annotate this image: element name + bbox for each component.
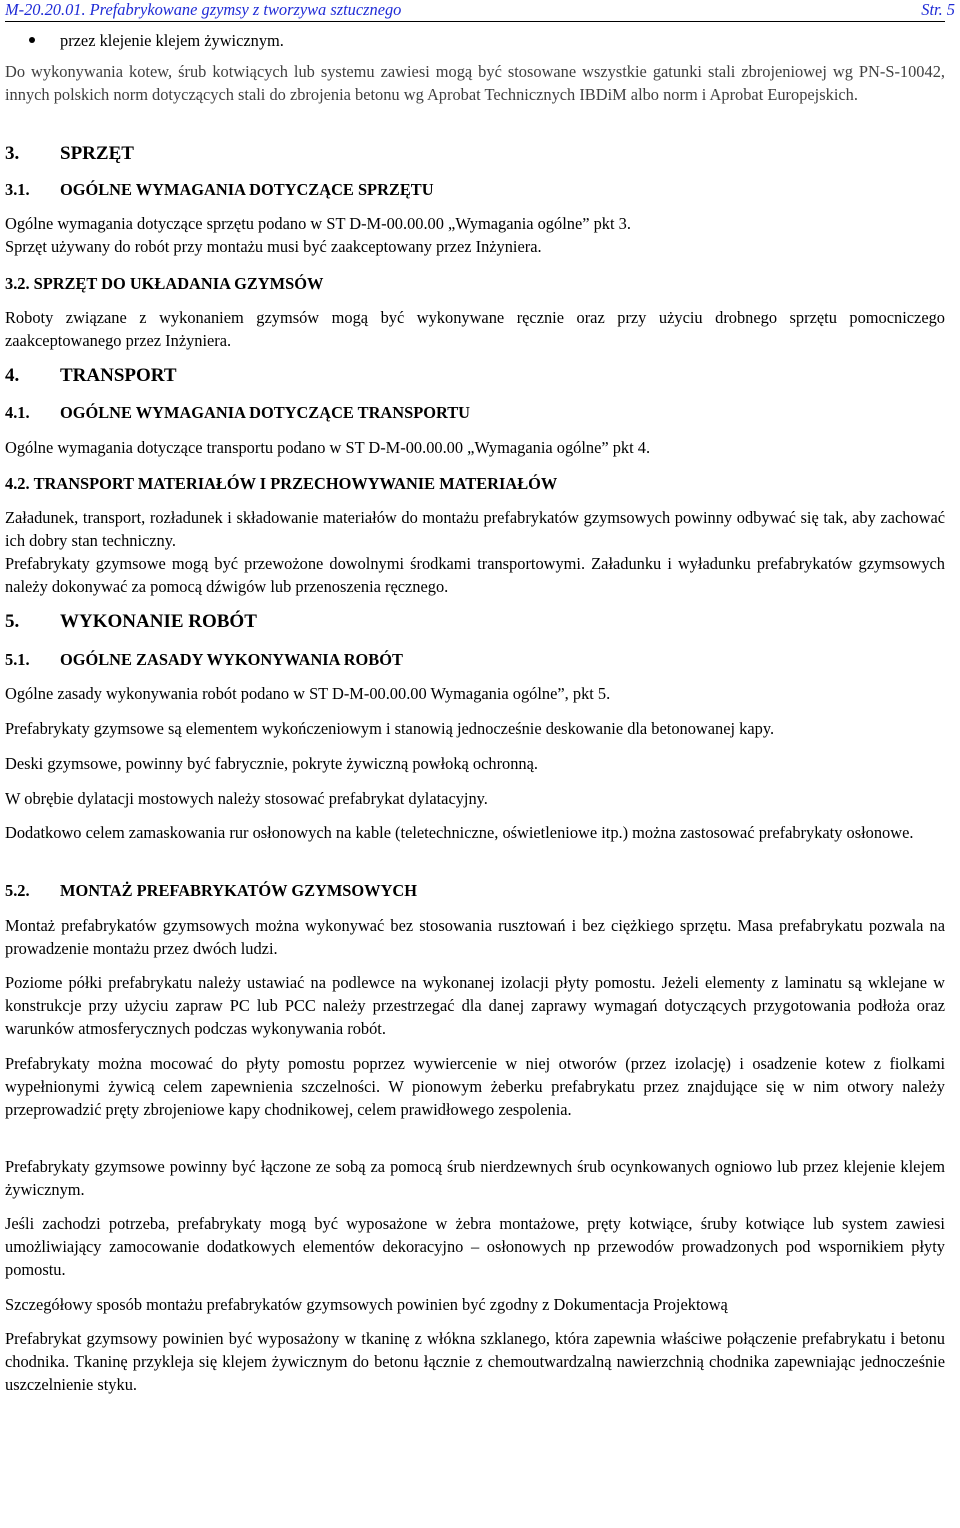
section-5-2-paragraph-5: Jeśli zachodzi potrzeba, prefabrykaty mogą być wyposażone w żebra montażowe, pręty kotwiące, śruby kotwiące lub system zawiesi umożliwiający zamocowanie dodatkowych elementów dekoracyjno – osłonowych np przewodów prowadzonych pod wspornikiem płyty pomostu. <box>5 1214 945 1279</box>
bullet-item: przez klejenie klejem żywicznym. <box>60 31 284 50</box>
section-5-2-paragraph-6: Szczegółowy sposób montażu prefabrykatów gzymsowych powinien być zgodny z Dokumentacja Projektową <box>5 1295 728 1314</box>
section-5-2-paragraph-2: Poziome półki prefabrykatu należy ustawiać na podlewce na wykonanej izolacji płyty pomostu. Jeżeli elementy z laminatu są wklejane w konstrukcje przy użyciu zapraw PC lub PCC należy przestrzegać dla danej zaprawy wymagań dotyczących przygotowania podłoża oraz warunków atmosferycznych podczas wykonywania robót. <box>5 973 945 1038</box>
section-3-1-paragraph-2: Sprzęt używany do robót przy montażu musi być zaakceptowany przez Inżyniera. <box>5 237 542 256</box>
page-number: Str. 5 <box>921 0 955 19</box>
bullet-dot <box>29 37 35 43</box>
section-3-heading: 3. SPRZĘT <box>5 143 134 164</box>
section-5-2-heading: 5.2. MONTAŻ PREFABRYKATÓW GZYMSOWYCH <box>5 881 417 900</box>
section-5-1-paragraph-5: Dodatkowo celem zamaskowania rur osłonowych na kable (teletechniczne, oświetleniowe itp.) można zastosować prefabrykaty osłonowe. <box>5 823 914 842</box>
header-title: M-20.20.01. Prefabrykowane gzymsy z tworzywa sztucznego <box>5 0 402 19</box>
section-5-1-paragraph-3: Deski gzymsowe, powinny być fabrycznie, pokryte żywiczną powłoką ochronną. <box>5 754 538 773</box>
section-4-1-paragraph-1: Ogólne wymagania dotyczące transportu podano w ST D-M-00.00.00 „Wymagania ogólne” pkt 4. <box>5 438 651 457</box>
section-4-2-paragraph-2: Prefabrykaty gzymsowe mogą być przewożone dowolnymi środkami transportowymi. Załadunku i wyładunku prefabrykatów gzymsowych należy dokonywać za pomocą dźwigów lub przenoszenia ręcznego. <box>5 554 945 596</box>
section-5-heading: 5. WYKONANIE ROBÓT <box>5 611 257 632</box>
section-5-2-paragraph-4: Prefabrykaty gzymsowe powinny być łączone ze sobą za pomocą śrub nierdzewnych śrub ocynkowanych ogniowo lub przez klejenie klejem żywicznym. <box>5 1157 945 1199</box>
section-4-heading: 4. TRANSPORT <box>5 365 177 386</box>
section-3-1-paragraph-1: Ogólne wymagania dotyczące sprzętu podano w ST D-M-00.00.00 „Wymagania ogólne” pkt 3. <box>5 214 631 233</box>
section-4-2-heading: 4.2. TRANSPORT MATERIAŁÓW I PRZECHOWYWANIE MATERIAŁÓW <box>5 474 558 493</box>
intro-paragraph: Do wykonywania kotew, śrub kotwiących lub systemu zawiesi mogą być stosowane wszystkie gatunki stali zbrojeniowej wg PN-S-10042, innych polskich norm dotyczących stali do zbrojenia betonu wg Aprobat Technicznych IBDiM albo norm i Aprobat Europejskich. <box>5 62 945 104</box>
section-5-2-paragraph-3: Prefabrykaty można mocować do płyty pomostu poprzez wywiercenie w niej otworów (przez izolację) i osadzenie kotew z fiolkami wypełnionymi żywicą celem zapewnienia szczelności. W pionowym żeberku prefabrykatu przez znajdujące się w nim otwory należy przeprowadzić pręty zbrojeniowe kapy chodnikowej, celem prawidłowego zespolenia. <box>5 1054 945 1119</box>
section-5-2-paragraph-1: Montaż prefabrykatów gzymsowych można wykonywać bez stosowania rusztowań i bez ciężkiego sprzętu. Masa prefabrykatu pozwala na prowadzenie montażu przez dwóch ludzi. <box>5 916 945 958</box>
section-5-1-paragraph-1: Ogólne zasady wykonywania robót podano w ST D-M-00.00.00 Wymagania ogólne”, pkt 5. <box>5 684 611 703</box>
section-4-2-paragraph-1: Załadunek, transport, rozładunek i składowanie materiałów do montażu prefabrykatów gzymsowych powinny odbywać się tak, aby zachować ich dobry stan techniczny. <box>5 508 945 550</box>
section-5-1-paragraph-4: W obrębie dylatacji mostowych należy stosować prefabrykat dylatacyjny. <box>5 789 488 808</box>
section-5-1-paragraph-2: Prefabrykaty gzymsowe są elementem wykończeniowym i stanowią jednocześnie deskowanie dla betonowanej kapy. <box>5 719 775 738</box>
section-4-1-heading: 4.1. OGÓLNE WYMAGANIA DOTYCZĄCE TRANSPORTU <box>5 403 470 422</box>
section-3-2-heading: 3.2. SPRZĘT DO UKŁADANIA GZYMSÓW <box>5 274 324 293</box>
section-5-1-heading: 5.1. OGÓLNE ZASADY WYKONYWANIA ROBÓT <box>5 650 403 669</box>
page-header <box>5 0 955 22</box>
section-5-2-paragraph-7: Prefabrykat gzymsowy powinien być wyposażony w tkaninę z włókna szklanego, która zapewnia właściwe połączenie prefabrykatu i betonu chodnika. Tkaninę przykleja się klejem żywicznym do betonu łącznie z chemoutwardzalną nawierzchnią chodnika zapewniając jednocześnie uszczelnienie styku. <box>5 1329 945 1394</box>
section-3-1-heading: 3.1. OGÓLNE WYMAGANIA DOTYCZĄCE SPRZĘTU <box>5 180 434 199</box>
section-3-2-paragraph-1: Roboty związane z wykonaniem gzymsów mogą być wykonywane ręcznie oraz przy użyciu drobnego sprzętu pomocniczego zaakceptowanego przez Inżyniera. <box>5 308 945 350</box>
